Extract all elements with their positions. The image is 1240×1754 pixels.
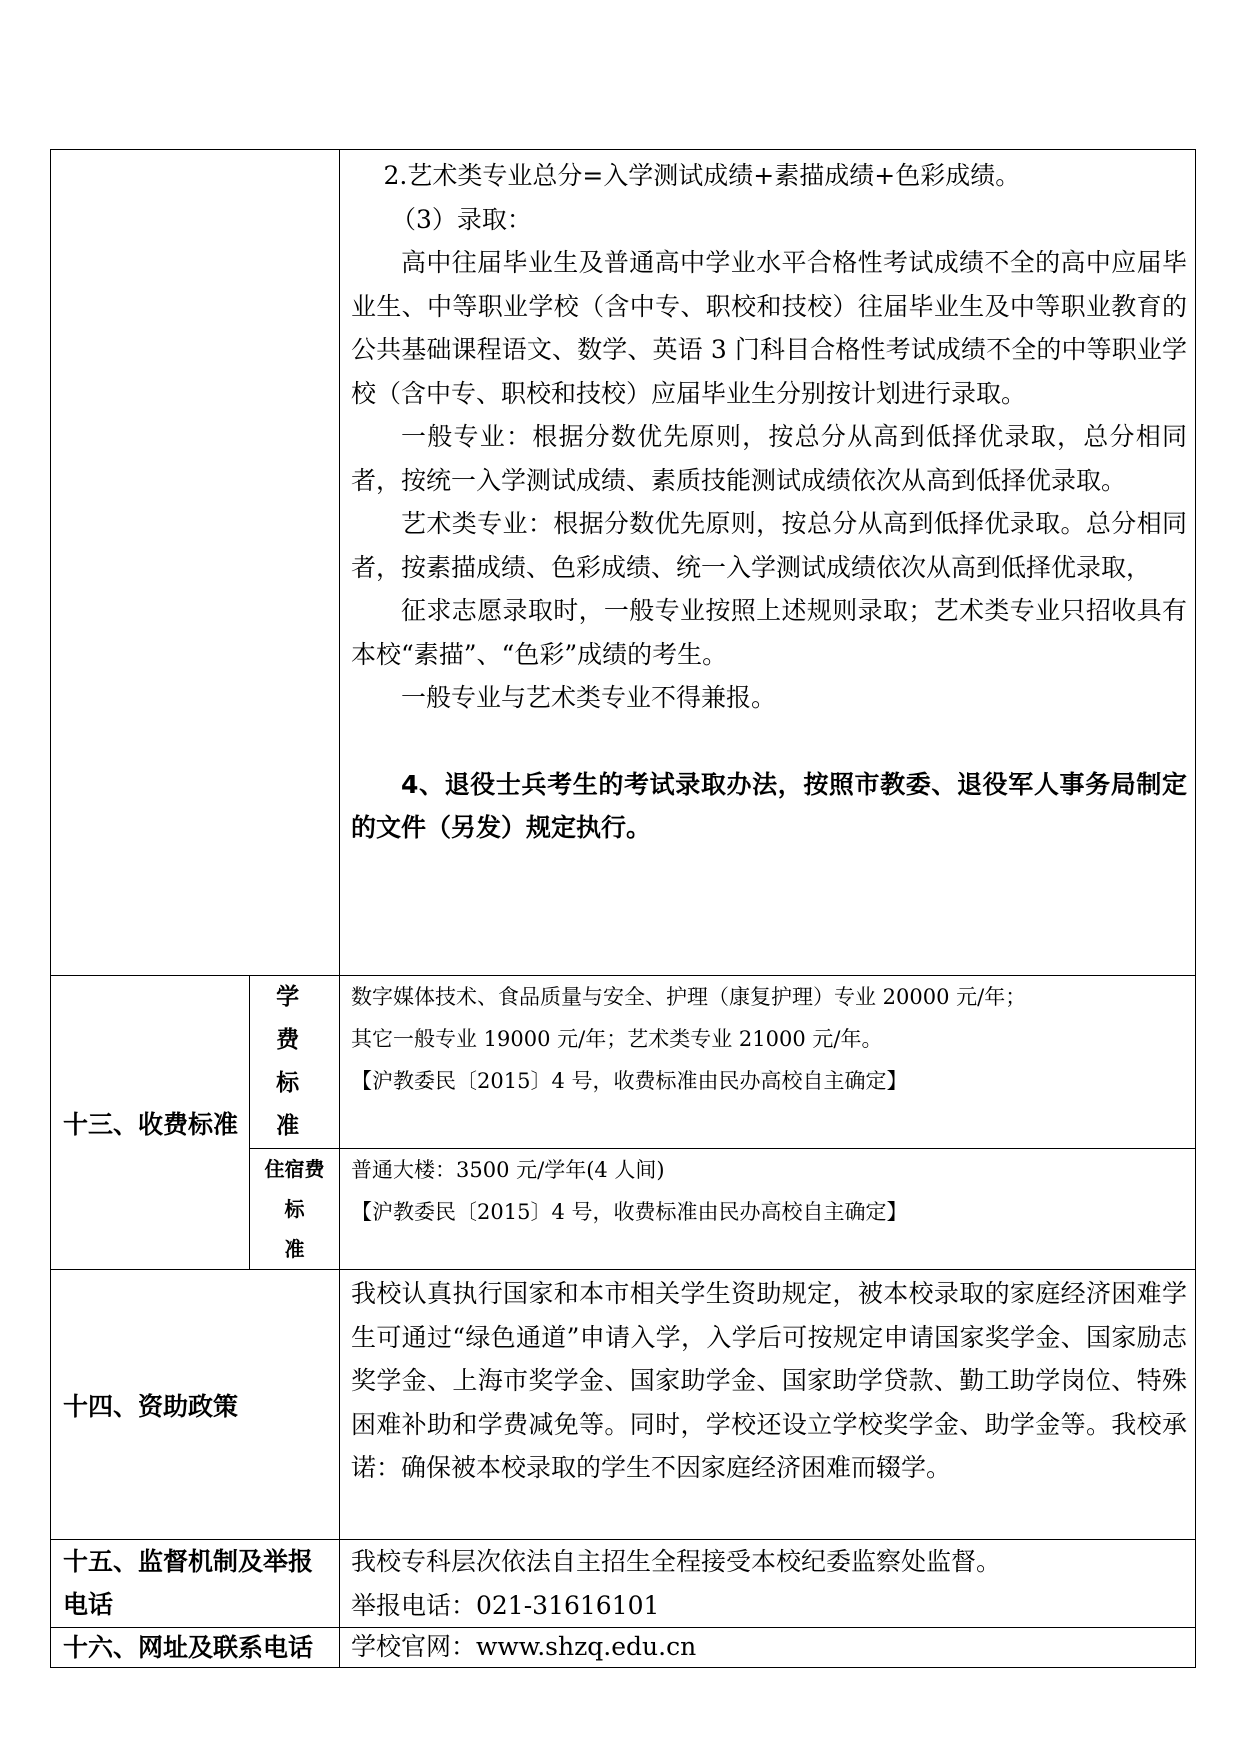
tuition-content-cell <box>340 976 1196 1149</box>
supervision-text: 我校专科层次依法自主招生全程接受本校纪委监察处监督。 <box>351 1547 1002 1576</box>
dorm-fee-label-line-2: 标 准 <box>284 1197 329 1261</box>
tuition-label <box>250 976 340 1149</box>
admission-paragraph-graduates: 高中往届毕业生及普通高中学业水平合格性考试成绩不全的高中应届毕业生、中等职业学校（含中专、职校和技校）往届毕业生及中等职业教育的公共基础课程语文、数学、英语 3 门科目合格性考试成绩不全的中等职业学校（含中专、职校和技校）应届毕业生分别按计划进行录取。 <box>351 248 1187 408</box>
dorm-fee-label <box>250 1149 340 1270</box>
art-total-score-line: 2.艺术类专业总分=入学测试成绩+素描成绩+色彩成绩。 <box>383 161 1021 190</box>
financial-aid-row <box>51 1270 1196 1540</box>
admission-info-table <box>50 149 1196 1668</box>
section-15-label: 十五、监督机制及举报电话 <box>51 1540 340 1628</box>
tuition-line-3: 【沪教委民〔2015〕4 号，收费标准由民办高校自主确定】 <box>351 1069 908 1093</box>
website-text: 学校官网：www.shzq.edu.cn <box>351 1632 697 1661</box>
tuition-line-1: 数字媒体技术、食品质量与安全、护理（康复护理）专业 20000 元/年； <box>351 985 1027 1009</box>
admission-paragraph-art: 艺术类专业：根据分数优先原则，按总分从高到低择优录取。总分相同者，按素描成绩、色彩成绩、统一入学测试成绩依次从高到低择优录取， <box>351 509 1187 582</box>
section-13-label: 十三、收费标准 <box>51 976 250 1270</box>
section-12-continued-row <box>51 150 1196 976</box>
report-phone-text: 举报电话：021-31616101 <box>351 1590 660 1620</box>
admission-rules-cell <box>340 150 1196 976</box>
financial-aid-content-cell <box>340 1270 1196 1540</box>
veteran-admission-paragraph: 4、退役士兵考生的考试录取办法，按照市教委、退役军人事务局制定的文件（另发）规定执行。 <box>351 769 1187 842</box>
admission-paragraph-supplementary: 征求志愿录取时，一般专业按照上述规则录取；艺术类专业只招收具有本校“素描”、“色彩”成绩的考生。 <box>351 596 1187 669</box>
dorm-fee-line-2: 【沪教委民〔2015〕4 号，收费标准由民办高校自主确定】 <box>351 1200 908 1224</box>
tuition-line-2: 其它一般专业 19000 元/年；艺术类专业 21000 元/年。 <box>351 1027 883 1051</box>
website-content-cell <box>340 1628 1196 1668</box>
website-row <box>51 1628 1196 1668</box>
section-16-label: 十六、网址及联系电话 <box>51 1628 340 1668</box>
empty-label-cell <box>51 150 340 976</box>
admission-paragraph-general: 一般专业：根据分数优先原则，按总分从高到低择优录取，总分相同者，按统一入学测试成绩、素质技能测试成绩依次从高到低择优录取。 <box>351 422 1187 495</box>
section-14-label: 十四、资助政策 <box>51 1270 340 1540</box>
admission-subheading: （3）录取： <box>391 204 532 234</box>
dorm-fee-line-1: 普通大楼：3500 元/学年(4 人间) <box>351 1158 665 1182</box>
supervision-content-cell <box>340 1540 1196 1628</box>
tuition-row <box>51 976 1196 1149</box>
admission-paragraph-no-dual: 一般专业与艺术类专业不得兼报。 <box>401 683 777 712</box>
blank-spacer <box>340 720 1195 763</box>
supervision-row <box>51 1540 1196 1628</box>
dorm-fee-content-cell <box>340 1149 1196 1270</box>
dorm-fee-label-line-1: 住宿费 <box>264 1157 325 1181</box>
financial-aid-text: 我校认真执行国家和本市相关学生资助规定，被本校录取的家庭经济困难学生可通过“绿色通道”申请入学，入学后可按规定申请国家奖学金、国家励志奖学金、上海市奖学金、国家助学金、国家助学贷款、勤工助学岗位、特殊困难补助和学费减免等。同时，学校还设立学校奖学金、助学金等。我校承诺：确保被本校录取的学生不因家庭经济困难而辍学。 <box>351 1279 1187 1482</box>
tuition-label-text: 学 费 标 准 <box>276 984 313 1139</box>
